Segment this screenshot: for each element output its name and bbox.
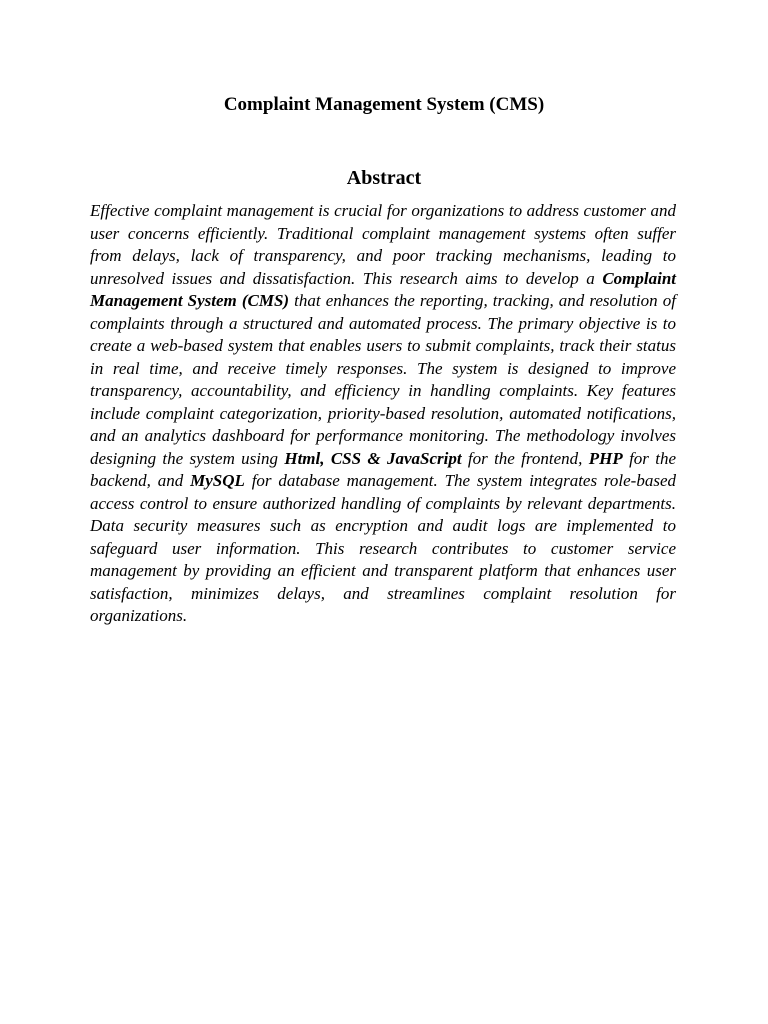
- abstract-text-run: for the backend, and: [90, 448, 676, 490]
- abstract-bold-run: PHP: [588, 448, 623, 468]
- abstract-text-run: that enhances the reporting, tracking, and resolution of complaints through a structured and automated process. The primary objective is to create a web-based system that enables users to submit complaints, track their status in real time, and receive timely responses. The system is designed to improve transparency, accountability, and efficiency in handling complaints. Key features include complaint categorization, priority-based resolution, automated notifications, and an analytics dashboard for performance monitoring. The methodology involves designing the system using: [90, 291, 676, 468]
- document-title: Complaint Management System (CMS): [223, 94, 545, 115]
- abstract-text-run: for the frontend,: [461, 448, 589, 468]
- abstract-bold-run: Complaint Management System (CMS): [90, 268, 676, 310]
- abstract-text-run: Effective complaint management is crucial for organizations to address customer and user concerns efficiently. Traditional complaint management systems often suffer from delays, lack of transparency, and poor tracking mechanisms, leading to unresolved issues and dissatisfaction. This research aims to develop a: [90, 201, 676, 288]
- abstract-bold-run: MySQL: [190, 471, 245, 490]
- abstract-heading: Abstract: [346, 167, 422, 189]
- abstract-bold-run: Html, CSS & JavaScript: [284, 448, 462, 468]
- abstract-text-run: for database management. The system integrates role-based access control to ensure authorized handling of complaints by relevant departments. Data security measures such as encryption and audit logs are implemented to safeguard user information. This research contributes to customer service management by providing an efficient and transparent platform that enhances user satisfaction, minimizes delays, and streamlines complaint resolution for organizations.: [90, 471, 676, 625]
- abstract-paragraph: [90, 200, 676, 628]
